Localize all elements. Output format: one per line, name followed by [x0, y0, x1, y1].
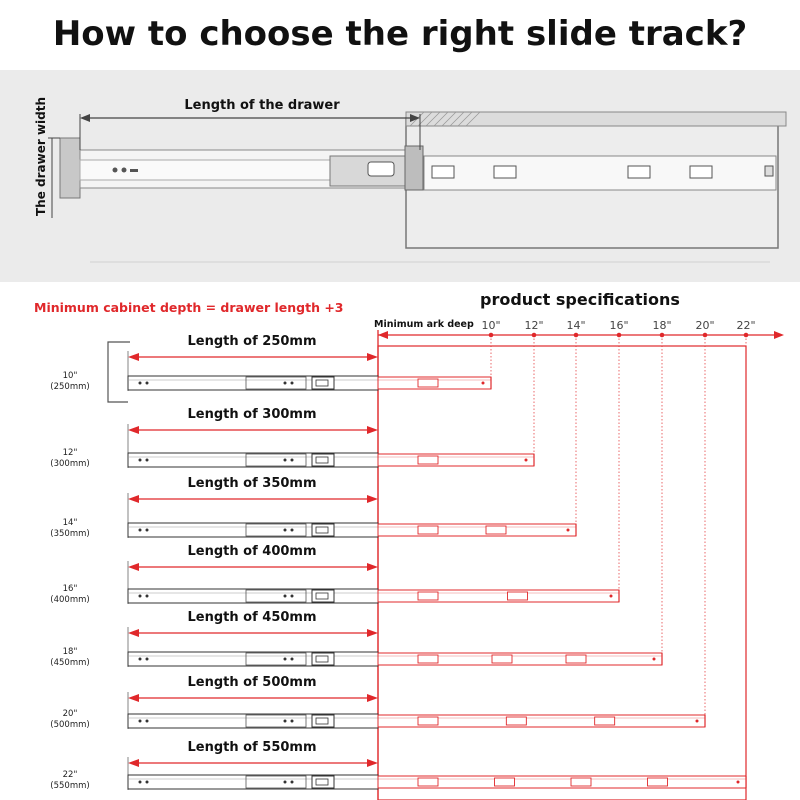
- length-arrow-head-right: [367, 495, 378, 503]
- mount-hole: [291, 459, 294, 462]
- length-arrow-head-left: [128, 563, 139, 571]
- mount-hole: [139, 658, 142, 661]
- red-mount-slot: [418, 655, 438, 663]
- length-arrow-head-left: [128, 629, 139, 637]
- size-mm-label: (550mm): [50, 781, 90, 791]
- slide-rail-left: [128, 652, 378, 666]
- length-label: Length of 550mm: [187, 740, 317, 755]
- red-mount-slot: [418, 717, 438, 725]
- red-mount-slot: [566, 655, 586, 663]
- size-inch-label: 12": [62, 448, 78, 458]
- mount-hole: [146, 720, 149, 723]
- mount-hole: [139, 781, 142, 784]
- slide-rail-red: [378, 524, 576, 536]
- red-end-hole: [482, 382, 485, 385]
- depth-tick-label: 22": [736, 319, 756, 332]
- red-mount-slot: [595, 717, 615, 725]
- formula-text: Minimum cabinet depth = drawer length +3: [34, 300, 344, 315]
- cabinet-depth-frame: [378, 346, 746, 800]
- cabinet-slide: [424, 156, 776, 190]
- slide-carriage: [312, 454, 334, 466]
- slide-size-row: [50, 334, 491, 392]
- red-end-hole: [610, 595, 613, 598]
- mount-hole: [139, 595, 142, 598]
- slide-size-row: [50, 335, 576, 539]
- mount-hole: [284, 529, 287, 532]
- length-arrow-head-right: [367, 629, 378, 637]
- red-mount-slot: [495, 778, 515, 786]
- mount-hole: [291, 658, 294, 661]
- red-end-hole: [737, 781, 740, 784]
- size-inch-label: 22": [62, 770, 78, 780]
- mount-hole: [284, 658, 287, 661]
- mount-hole: [146, 382, 149, 385]
- drawer-front-panel: [60, 138, 80, 198]
- length-arrow-head-left: [128, 495, 139, 503]
- size-inch-label: 10": [62, 371, 78, 381]
- depth-axis-arrow: [774, 331, 784, 339]
- red-end-hole: [696, 720, 699, 723]
- length-label: Length of 250mm: [187, 334, 317, 349]
- red-mount-slot: [418, 778, 438, 786]
- red-end-hole: [567, 529, 570, 532]
- mount-hole: [284, 382, 287, 385]
- red-end-hole: [525, 459, 528, 462]
- slide-carriage: [312, 590, 334, 602]
- size-inch-label: 14": [62, 518, 78, 528]
- drawer-illustration: [48, 112, 786, 262]
- mount-hole: [146, 595, 149, 598]
- mount-hole: [139, 720, 142, 723]
- length-arrow-head-right: [367, 426, 378, 434]
- length-arrow-head-right: [367, 353, 378, 361]
- red-mount-slot: [418, 592, 438, 600]
- cabinet-top-board: [406, 112, 786, 126]
- mount-hole: [291, 595, 294, 598]
- slide-carriage: [312, 524, 334, 536]
- depth-axis-label: Minimum ark deep: [374, 319, 474, 330]
- length-label: Length of 400mm: [187, 544, 317, 559]
- size-inch-label: 20": [62, 709, 78, 719]
- length-label: Length of 350mm: [187, 476, 317, 491]
- mount-hole: [291, 720, 294, 723]
- mount-hole: [146, 459, 149, 462]
- size-mm-label: (350mm): [50, 529, 90, 539]
- mount-hole: [291, 781, 294, 784]
- drawer-length-label: Length of the drawer: [184, 98, 340, 113]
- length-arrow-head-left: [128, 353, 139, 361]
- slide-carriage: [312, 715, 334, 727]
- depth-tick-label: 20": [695, 319, 715, 332]
- mount-hole: [291, 529, 294, 532]
- slide-rail-left: [128, 589, 378, 603]
- size-mm-label: (500mm): [50, 720, 90, 730]
- red-mount-slot: [506, 717, 526, 725]
- size-mm-label: (250mm): [50, 382, 90, 392]
- size-mm-label: (300mm): [50, 459, 90, 469]
- slide-rail-red: [378, 590, 619, 602]
- red-mount-slot: [508, 592, 528, 600]
- size-mm-label: (450mm): [50, 658, 90, 668]
- red-mount-slot: [418, 526, 438, 534]
- drawer-width-label: The drawer width: [34, 96, 48, 216]
- mount-hole: [284, 595, 287, 598]
- red-end-hole: [653, 658, 656, 661]
- length-label: Length of 500mm: [187, 675, 317, 690]
- mount-hole: [139, 459, 142, 462]
- depth-tick-label: 12": [524, 319, 544, 332]
- length-arrow-head-right: [367, 563, 378, 571]
- mount-hole: [146, 658, 149, 661]
- slide-rail-left: [128, 523, 378, 537]
- mount-hole: [284, 781, 287, 784]
- length-arrow-head-left: [128, 694, 139, 702]
- depth-tick-label: 16": [609, 319, 629, 332]
- length-arrow-head-left: [128, 759, 139, 767]
- slide-carriage: [312, 776, 334, 788]
- mount-hole: [146, 529, 149, 532]
- depth-tick-label: 18": [652, 319, 672, 332]
- size-inch-label: 16": [62, 584, 78, 594]
- length-arrow-head-left: [128, 426, 139, 434]
- size-mm-label: (400mm): [50, 595, 90, 605]
- slide-rail-left: [128, 775, 378, 789]
- length-label: Length of 450mm: [187, 610, 317, 625]
- slide-carriage: [312, 377, 334, 389]
- mount-hole: [139, 529, 142, 532]
- depth-tick-label: 14": [566, 319, 586, 332]
- slide-rail-left: [128, 376, 378, 390]
- length-label: Length of 300mm: [187, 407, 317, 422]
- length-arrow-head-right: [367, 759, 378, 767]
- red-mount-slot: [418, 456, 438, 464]
- size-inch-label: 18": [62, 647, 78, 657]
- spec-title: product specifications: [480, 290, 680, 309]
- length-arrow-head-right: [367, 694, 378, 702]
- slide-rail-left: [128, 453, 378, 467]
- red-mount-slot: [486, 526, 506, 534]
- red-mount-slot: [571, 778, 591, 786]
- red-mount-slot: [492, 655, 512, 663]
- slide-carriage: [312, 653, 334, 665]
- depth-tick-label: 10": [481, 319, 501, 332]
- red-mount-slot: [418, 379, 438, 387]
- mount-hole: [139, 382, 142, 385]
- red-mount-slot: [648, 778, 668, 786]
- mount-hole: [291, 382, 294, 385]
- slide-bracket: [405, 146, 423, 190]
- mount-hole: [284, 720, 287, 723]
- left-bracket-outline: [108, 342, 130, 402]
- mount-hole: [146, 781, 149, 784]
- page-title: How to choose the right slide track?: [52, 14, 748, 54]
- slide-rail-red: [378, 454, 534, 466]
- mount-hole: [284, 459, 287, 462]
- slide-rail-left: [128, 714, 378, 728]
